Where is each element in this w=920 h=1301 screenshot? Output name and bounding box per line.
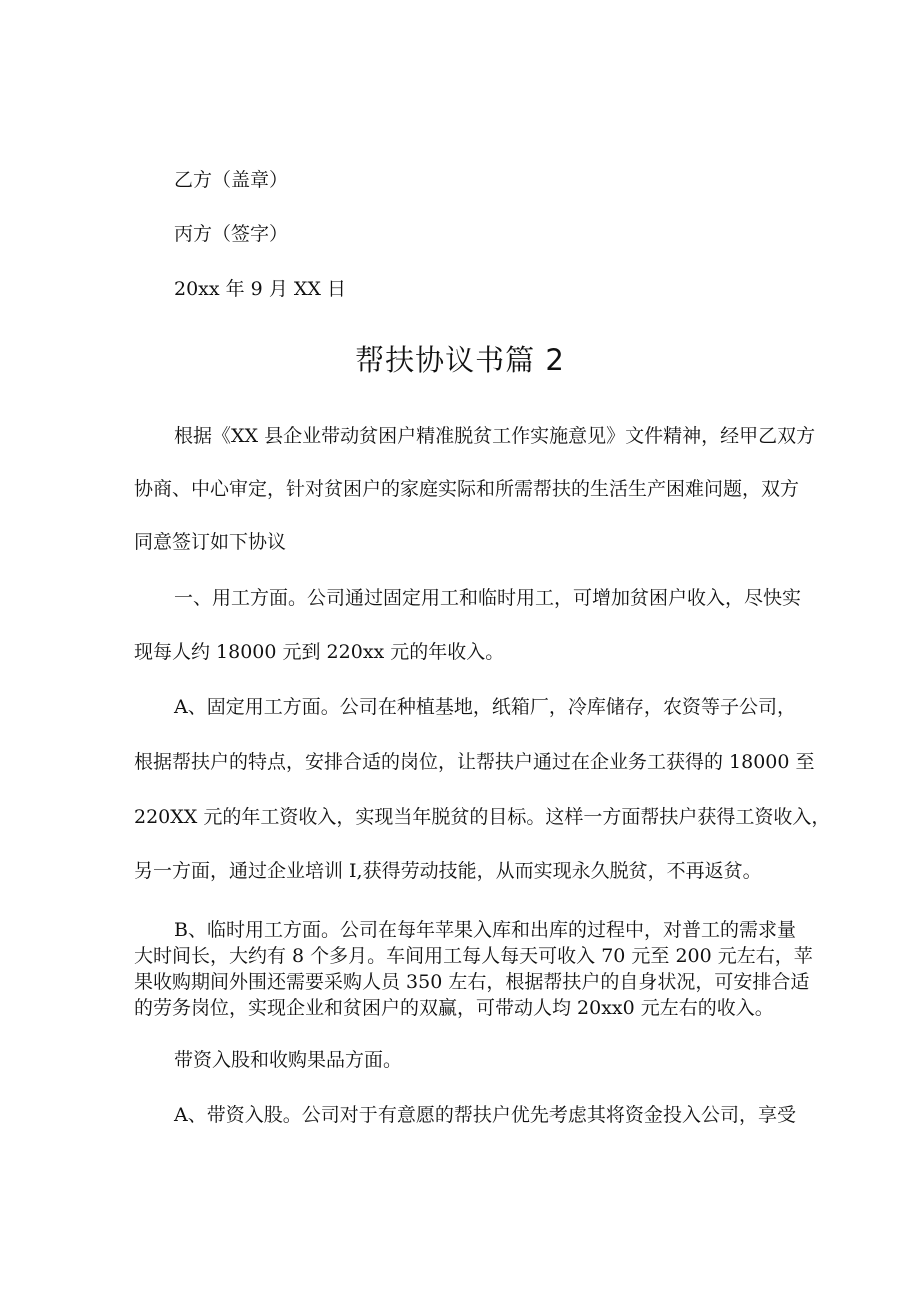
section1b-line-4: 的劳务岗位，实现企业和贫困户的双赢，可带动人均 20xx0 元左右的收入。: [134, 997, 774, 1019]
party-b-seal-line: 乙方（盖章）: [174, 169, 289, 191]
party-c-signature-line: 丙方（签字）: [174, 223, 289, 245]
section1a-line-1: A、固定用工方面。公司在种植基地，纸箱厂，冷库储存，农资等子公司，: [174, 696, 796, 718]
section2-line-a: A、带资入股。公司对于有意愿的帮扶户优先考虑其将资金投入公司，享受: [174, 1104, 796, 1126]
section1b-line-1: B、临时用工方面。公司在每年苹果入库和出库的过程中，对普工的需求量: [174, 919, 796, 941]
signing-date: 20xx 年 9 月 XX 日: [174, 278, 346, 300]
section1b-line-3: 果收购期间外围还需要采购人员 350 左右，根据帮扶户的自身状况，可安排合适: [134, 971, 810, 993]
intro-line-1: 根据《XX 县企业带动贫困户精准脱贫工作实施意见》文件精神，经甲乙双方: [174, 425, 816, 447]
section1-line-1: 一、用工方面。公司通过固定用工和临时用工，可增加贫困户收入，尽快实: [174, 587, 802, 609]
section1a-line-3: 220XX 元的年工资收入，实现当年脱贫的目标。这样一方面帮扶户获得工资收入，: [134, 806, 831, 828]
section1b-line-2: 大时间长，大约有 8 个多月。车间用工每人每天可收入 70 元至 200 元左右，苹: [134, 945, 813, 967]
section1-line-2: 现每人约 18000 元到 220xx 元的年收入。: [134, 641, 505, 663]
section1a-line-4: 另一方面，通过企业培训 I,获得劳动技能，从而实现永久脱贫，不再返贫。: [134, 860, 762, 882]
section1a-line-2: 根据帮扶户的特点，安排合适的岗位，让帮扶户通过在企业务工获得的 18000 至: [134, 751, 815, 773]
intro-line-3: 同意签订如下协议: [134, 531, 287, 553]
document-title: 帮扶协议书篇 2: [355, 343, 565, 377]
section1b-paragraph: [134, 917, 813, 1021]
intro-line-2: 协商、中心审定，针对贫困户的家庭实际和所需帮扶的生活生产困难问题，双方: [134, 478, 800, 500]
section2-heading: 带资入股和收购果品方面。: [174, 1049, 403, 1071]
